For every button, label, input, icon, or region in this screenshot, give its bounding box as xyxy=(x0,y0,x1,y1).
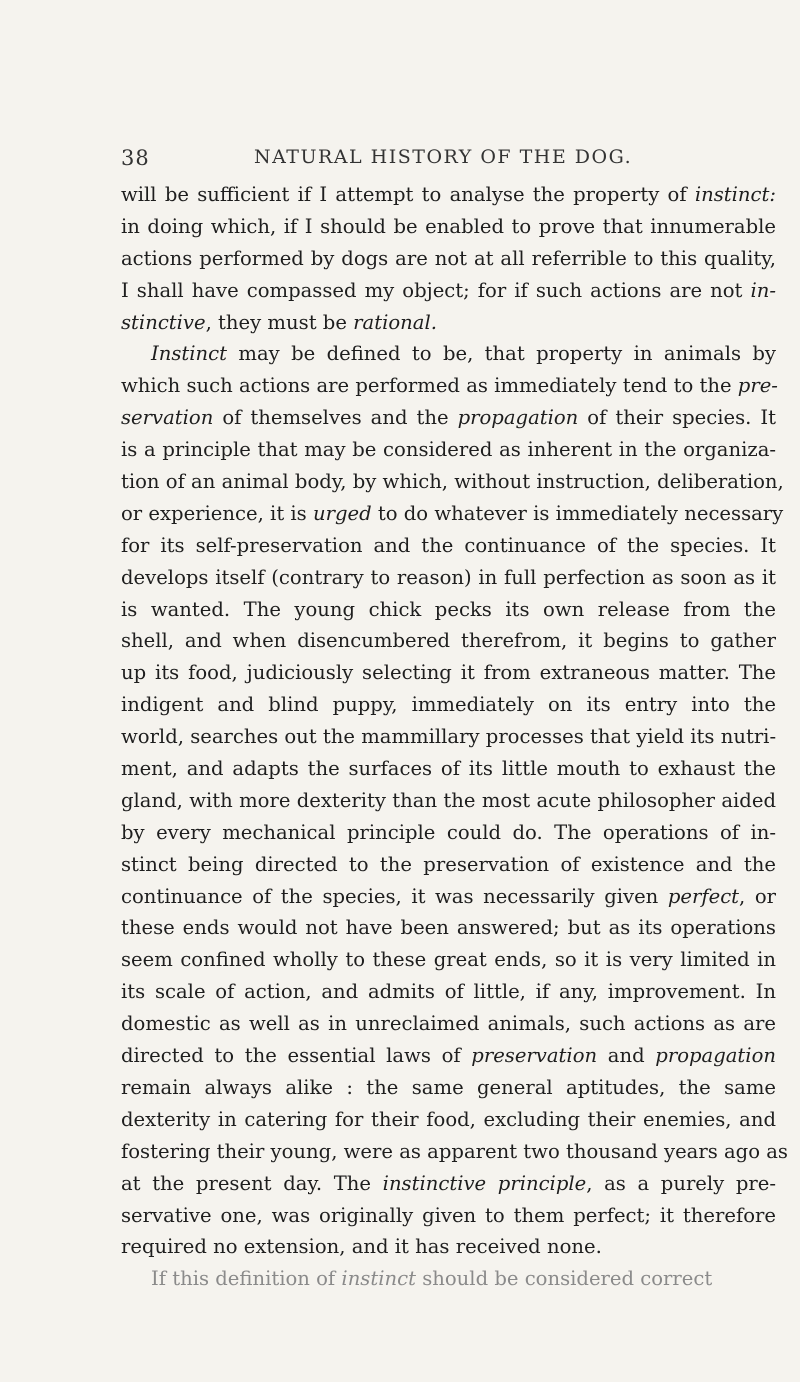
text-line xyxy=(121,817,776,849)
italic-text: perfect xyxy=(667,884,740,908)
italic-text: instinctive principle xyxy=(382,1171,587,1195)
text-segment: should be considered correct xyxy=(415,1267,713,1291)
text-segment: shell, and when disencumbered therefrom, it begins to gather xyxy=(121,629,776,653)
text-line xyxy=(121,1104,776,1136)
text-line xyxy=(121,594,776,626)
text-segment: is a principle that may be considered as inherent in the organiza- xyxy=(121,438,776,462)
text-segment: continuance of the species, it was necessarily given xyxy=(121,884,668,908)
text-line xyxy=(121,625,776,657)
text-line xyxy=(121,466,784,498)
text-segment: seem confined wholly to these great ends, so it is very limited in xyxy=(121,948,776,972)
text-segment: to do whatever is immediately necessary xyxy=(371,501,784,525)
text-line xyxy=(121,689,776,721)
text-line xyxy=(121,1136,788,1168)
italic-text: instinct: xyxy=(694,183,776,206)
body-text xyxy=(121,179,788,1295)
text-line xyxy=(121,657,776,689)
text-segment: actions performed by dogs are not at all referrible to this quality, xyxy=(121,246,776,270)
text-segment: remain always alike : the same general aptitudes, the same xyxy=(121,1075,776,1099)
text-segment: , as a purely pre- xyxy=(586,1171,776,1195)
text-line xyxy=(121,434,776,466)
italic-text: rational. xyxy=(353,310,437,334)
italic-text: Instinct xyxy=(151,342,228,366)
text-line xyxy=(121,721,776,753)
text-segment: of their species. It xyxy=(578,406,776,430)
text-line xyxy=(121,1200,776,1232)
text-line xyxy=(121,1168,776,1200)
text-line xyxy=(121,179,776,211)
italic-text: urged xyxy=(312,501,372,525)
text-segment: I shall have compassed my object; for if such actions are not xyxy=(121,278,751,302)
text-segment: develops itself (contrary to reason) in full perfection as soon as it xyxy=(121,565,776,589)
italic-text: preservation xyxy=(471,1044,598,1068)
text-line xyxy=(121,785,776,817)
text-line xyxy=(121,849,776,881)
italic-text: servation xyxy=(121,406,214,430)
text-segment: fostering their young, were as apparent two thousand years ago as xyxy=(121,1139,788,1163)
text-segment: up its food, judiciously selecting it from extraneous matter. The xyxy=(121,661,776,685)
running-title: NATURAL HISTORY OF THE DOG. xyxy=(254,146,633,168)
text-segment: will be sufficient if I attempt to analyse the property of xyxy=(121,183,695,206)
text-segment: indigent and blind puppy, immediately on its entry into the xyxy=(121,693,776,717)
text-segment: tion of an animal body, by which, without instruction, deliberation, xyxy=(121,470,784,494)
italic-text: instinct xyxy=(341,1267,416,1291)
text-segment: which such actions are performed as immediately tend to the xyxy=(121,374,738,398)
italic-text: propagation xyxy=(457,406,579,430)
text-segment: by every mechanical principle could do. The operations of in- xyxy=(121,820,776,844)
italic-text: propagation xyxy=(655,1044,776,1068)
text-segment: or experience, it is xyxy=(121,501,313,525)
text-line xyxy=(121,562,776,594)
text-segment: in doing which, if I should be enabled to prove that innumerable xyxy=(121,214,776,238)
text-segment: stinct being directed to the preservation of existence and the xyxy=(121,852,776,876)
text-line xyxy=(121,243,776,275)
text-segment: directed to the essential laws of xyxy=(121,1044,472,1068)
text-line xyxy=(121,498,784,530)
text-line xyxy=(121,338,776,370)
text-line xyxy=(121,976,776,1008)
text-line xyxy=(121,912,776,944)
text-segment: , or xyxy=(739,884,776,908)
text-segment: these ends would not have been answered; but as its operations xyxy=(121,916,776,940)
text-line xyxy=(121,753,776,785)
text-segment: at the present day. The xyxy=(121,1171,383,1195)
text-segment: required no extension, and it has received none. xyxy=(121,1235,602,1259)
text-segment: , they must be xyxy=(205,310,354,334)
text-line xyxy=(121,211,776,243)
text-line xyxy=(121,275,776,307)
text-segment: its scale of action, and admits of little, if any, improvement. In xyxy=(121,980,776,1004)
text-line xyxy=(121,1008,776,1040)
text-line xyxy=(121,307,776,339)
italic-text: stinctive xyxy=(121,310,206,334)
italic-text: pre- xyxy=(737,374,778,398)
text-line xyxy=(121,1263,776,1295)
text-segment: of themselves and the xyxy=(213,406,458,430)
text-segment: world, searches out the mammillary processes that yield its nutri- xyxy=(121,725,777,749)
text-segment: servative one, was originally given to them perfect; it therefore xyxy=(121,1203,776,1227)
text-line xyxy=(121,1231,776,1263)
text-segment: may be defined to be, that property in animals by xyxy=(227,342,776,366)
italic-text: in- xyxy=(750,278,776,302)
text-line xyxy=(121,1040,776,1072)
text-line xyxy=(121,402,776,434)
text-line xyxy=(121,370,776,402)
text-line xyxy=(121,944,776,976)
text-line xyxy=(121,881,776,913)
text-segment: and xyxy=(597,1044,656,1068)
text-line xyxy=(121,1072,776,1104)
text-segment: dexterity in catering for their food, excluding their enemies, and xyxy=(121,1107,776,1131)
page-number: 38 xyxy=(121,146,150,170)
text-segment: domestic as well as in unreclaimed animals, such actions as are xyxy=(121,1012,776,1036)
text-line xyxy=(121,530,776,562)
text-segment: gland, with more dexterity than the most acute philosopher aided xyxy=(121,788,776,812)
running-head xyxy=(121,140,776,180)
text-segment: for its self-preservation and the continuance of the species. It xyxy=(121,533,776,557)
text-segment: If this definition of xyxy=(151,1267,342,1291)
text-segment: ment, and adapts the surfaces of its little mouth to exhaust the xyxy=(121,757,776,781)
text-segment: is wanted. The young chick pecks its own release from the xyxy=(121,597,776,621)
